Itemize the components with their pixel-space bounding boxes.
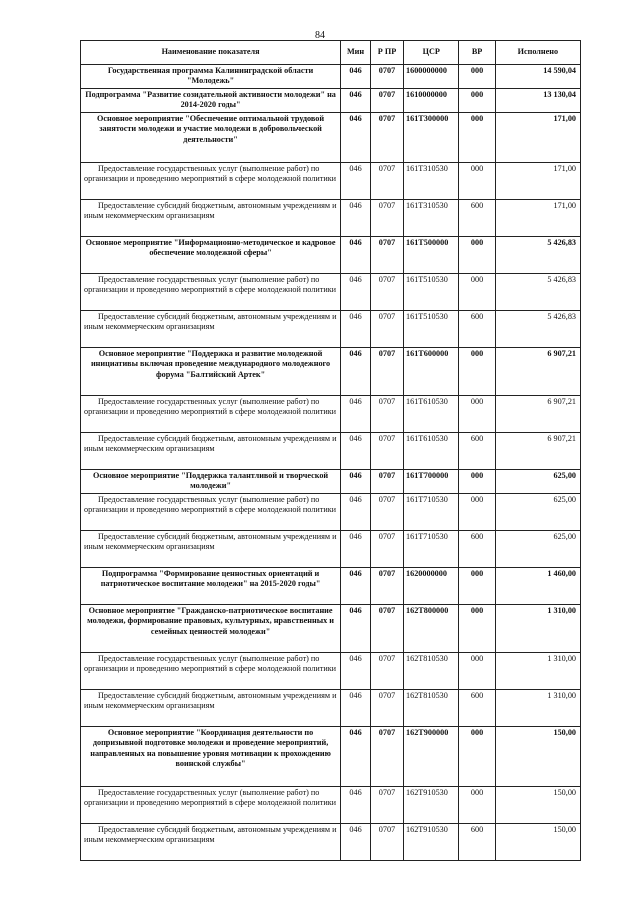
cell-name: Основное мероприятие "Поддержка талантливой и творческой молодежи" <box>81 470 341 494</box>
header-vr: ВР <box>459 41 495 65</box>
cell-name: Предоставление государственных услуг (выполнение работ) по организации и проведению мероприятий в сфере молодежной политики <box>81 163 341 200</box>
cell-rpr: 0707 <box>370 690 403 727</box>
cell-min: 046 <box>341 274 371 311</box>
header-rpr: Р ПР <box>370 41 403 65</box>
table-row-section <box>81 727 581 787</box>
cell-name: Предоставление субсидий бюджетным, автономным учреждениям и иным некоммерческим организациям <box>81 690 341 727</box>
table-row-section <box>81 348 581 396</box>
cell-name: Предоставление субсидий бюджетным, автономным учреждениям и иным некоммерческим организациям <box>81 433 341 470</box>
cell-min: 046 <box>341 65 371 89</box>
cell-vr: 000 <box>459 89 495 113</box>
cell-min: 046 <box>341 605 371 653</box>
cell-min: 046 <box>341 653 371 690</box>
cell-min: 046 <box>341 311 371 348</box>
cell-value: 6 907,21 <box>495 396 580 433</box>
cell-value: 150,00 <box>495 824 580 861</box>
cell-rpr: 0707 <box>370 653 403 690</box>
cell-csr: 161Т310530 <box>404 200 459 237</box>
cell-rpr: 0707 <box>370 494 403 531</box>
cell-value: 5 426,83 <box>495 237 580 274</box>
cell-rpr: 0707 <box>370 311 403 348</box>
cell-csr: 162Т900000 <box>404 727 459 787</box>
budget-execution-table <box>80 40 581 861</box>
table-row <box>81 433 581 470</box>
cell-value: 150,00 <box>495 787 580 824</box>
cell-vr: 000 <box>459 163 495 200</box>
cell-rpr: 0707 <box>370 531 403 568</box>
cell-csr: 1610000000 <box>404 89 459 113</box>
cell-vr: 000 <box>459 727 495 787</box>
cell-min: 046 <box>341 531 371 568</box>
cell-rpr: 0707 <box>370 237 403 274</box>
cell-rpr: 0707 <box>370 824 403 861</box>
cell-csr: 161Т510530 <box>404 274 459 311</box>
cell-rpr: 0707 <box>370 200 403 237</box>
table-header-row <box>81 41 581 65</box>
cell-rpr: 0707 <box>370 348 403 396</box>
cell-csr: 162Т910530 <box>404 824 459 861</box>
cell-value: 625,00 <box>495 470 580 494</box>
cell-csr: 161Т310530 <box>404 163 459 200</box>
cell-min: 046 <box>341 348 371 396</box>
cell-min: 046 <box>341 89 371 113</box>
cell-min: 046 <box>341 470 371 494</box>
cell-value: 5 426,83 <box>495 274 580 311</box>
cell-value: 625,00 <box>495 494 580 531</box>
cell-rpr: 0707 <box>370 89 403 113</box>
cell-value: 1 310,00 <box>495 653 580 690</box>
table-row <box>81 824 581 861</box>
cell-min: 046 <box>341 113 371 163</box>
cell-min: 046 <box>341 824 371 861</box>
cell-name: Основное мероприятие "Информационно-методическое и кадровое обеспечение молодежной сферы" <box>81 237 341 274</box>
cell-csr: 162Т910530 <box>404 787 459 824</box>
cell-vr: 600 <box>459 200 495 237</box>
cell-vr: 000 <box>459 113 495 163</box>
cell-min: 046 <box>341 237 371 274</box>
table-row-section <box>81 470 581 494</box>
cell-value: 6 907,21 <box>495 433 580 470</box>
table-row <box>81 531 581 568</box>
cell-csr: 162Т810530 <box>404 653 459 690</box>
cell-vr: 600 <box>459 690 495 727</box>
cell-min: 046 <box>341 568 371 605</box>
table-row <box>81 396 581 433</box>
cell-vr: 000 <box>459 470 495 494</box>
table-row-section <box>81 65 581 89</box>
cell-value: 1 310,00 <box>495 605 580 653</box>
cell-csr: 1600000000 <box>404 65 459 89</box>
cell-vr: 000 <box>459 787 495 824</box>
cell-name: Предоставление государственных услуг (выполнение работ) по организации и проведению мероприятий в сфере молодежной политики <box>81 274 341 311</box>
cell-min: 046 <box>341 433 371 470</box>
table-row-section <box>81 113 581 163</box>
cell-rpr: 0707 <box>370 727 403 787</box>
cell-csr: 161Т710530 <box>404 494 459 531</box>
cell-value: 13 130,04 <box>495 89 580 113</box>
cell-value: 14 590,04 <box>495 65 580 89</box>
cell-value: 625,00 <box>495 531 580 568</box>
cell-name: Предоставление государственных услуг (выполнение работ) по организации и проведению мероприятий в сфере молодежной политики <box>81 787 341 824</box>
cell-rpr: 0707 <box>370 605 403 653</box>
table-row <box>81 787 581 824</box>
cell-csr: 161Т510530 <box>404 311 459 348</box>
cell-name: Основное мероприятие "Гражданско-патриотическое воспитание молодежи, формирование правовых, культурных, нравственных и семейных ценностей молодежи" <box>81 605 341 653</box>
cell-vr: 600 <box>459 531 495 568</box>
cell-vr: 000 <box>459 494 495 531</box>
cell-csr: 162Т800000 <box>404 605 459 653</box>
table-row-section <box>81 568 581 605</box>
cell-name: Предоставление государственных услуг (выполнение работ) по организации и проведению мероприятий в сфере молодежной политики <box>81 396 341 433</box>
table-row <box>81 653 581 690</box>
table-row-section <box>81 89 581 113</box>
cell-csr: 161Т500000 <box>404 237 459 274</box>
table-row-section <box>81 605 581 653</box>
cell-rpr: 0707 <box>370 163 403 200</box>
cell-name: Предоставление субсидий бюджетным, автономным учреждениям и иным некоммерческим организациям <box>81 200 341 237</box>
header-csr: ЦСР <box>404 41 459 65</box>
cell-csr: 161Т700000 <box>404 470 459 494</box>
cell-value: 1 460,00 <box>495 568 580 605</box>
cell-csr: 161Т300000 <box>404 113 459 163</box>
cell-min: 046 <box>341 787 371 824</box>
cell-rpr: 0707 <box>370 274 403 311</box>
cell-csr: 161Т610530 <box>404 396 459 433</box>
cell-value: 171,00 <box>495 113 580 163</box>
cell-value: 150,00 <box>495 727 580 787</box>
table-row <box>81 200 581 237</box>
cell-csr: 162Т810530 <box>404 690 459 727</box>
cell-vr: 000 <box>459 568 495 605</box>
cell-min: 046 <box>341 163 371 200</box>
cell-rpr: 0707 <box>370 470 403 494</box>
cell-rpr: 0707 <box>370 396 403 433</box>
cell-rpr: 0707 <box>370 787 403 824</box>
cell-min: 046 <box>341 396 371 433</box>
page-number: 84 <box>315 30 325 41</box>
cell-rpr: 0707 <box>370 113 403 163</box>
table-row <box>81 163 581 200</box>
cell-name: Основное мероприятие "Поддержка и развитие молодежной инициативы включая проведение международного молодежного форума "Балтийский Артек" <box>81 348 341 396</box>
cell-name: Подпрограмма "Развитие созидательной активности молодежи" на 2014-2020 годы" <box>81 89 341 113</box>
cell-vr: 000 <box>459 605 495 653</box>
table-body <box>81 65 581 861</box>
cell-rpr: 0707 <box>370 65 403 89</box>
header-value: Исполнено <box>495 41 580 65</box>
cell-vr: 600 <box>459 433 495 470</box>
cell-name: Основное мероприятие "Координация деятельности по допризывной подготовке молодежи и проведение мероприятий, направленных на повышение уровня мотивации к прохождению воинской службы" <box>81 727 341 787</box>
header-min: Мин <box>341 41 371 65</box>
cell-rpr: 0707 <box>370 568 403 605</box>
cell-value: 5 426,83 <box>495 311 580 348</box>
table-row <box>81 690 581 727</box>
cell-name: Предоставление субсидий бюджетным, автономным учреждениям и иным некоммерческим организациям <box>81 824 341 861</box>
cell-name: Предоставление государственных услуг (выполнение работ) по организации и проведению мероприятий в сфере молодежной политики <box>81 494 341 531</box>
cell-min: 046 <box>341 727 371 787</box>
cell-vr: 600 <box>459 824 495 861</box>
cell-vr: 000 <box>459 653 495 690</box>
table-row <box>81 274 581 311</box>
cell-vr: 000 <box>459 65 495 89</box>
cell-csr: 161Т710530 <box>404 531 459 568</box>
table-row-section <box>81 237 581 274</box>
cell-vr: 000 <box>459 237 495 274</box>
cell-min: 046 <box>341 494 371 531</box>
header-name: Наименование показателя <box>81 41 341 65</box>
cell-csr: 1620000000 <box>404 568 459 605</box>
cell-name: Предоставление субсидий бюджетным, автономным учреждениям и иным некоммерческим организациям <box>81 311 341 348</box>
cell-vr: 600 <box>459 311 495 348</box>
cell-value: 1 310,00 <box>495 690 580 727</box>
cell-name: Основное мероприятие "Обеспечение оптимальной трудовой занятости молодежи и участие молодежи в добровольческой деятельности" <box>81 113 341 163</box>
cell-min: 046 <box>341 690 371 727</box>
cell-rpr: 0707 <box>370 433 403 470</box>
table-row <box>81 494 581 531</box>
cell-name: Предоставление государственных услуг (выполнение работ) по организации и проведению мероприятий в сфере молодежной политики <box>81 653 341 690</box>
cell-csr: 161Т610530 <box>404 433 459 470</box>
cell-name: Государственная программа Калининградской области "Молодежь" <box>81 65 341 89</box>
table-row <box>81 311 581 348</box>
cell-value: 6 907,21 <box>495 348 580 396</box>
cell-min: 046 <box>341 200 371 237</box>
cell-vr: 000 <box>459 396 495 433</box>
cell-name: Предоставление субсидий бюджетным, автономным учреждениям и иным некоммерческим организациям <box>81 531 341 568</box>
cell-name: Подпрограмма "Формирование ценностных ориентаций и патриотическое воспитание молодежи" на 2015-2020 годы" <box>81 568 341 605</box>
cell-value: 171,00 <box>495 200 580 237</box>
cell-vr: 000 <box>459 348 495 396</box>
cell-value: 171,00 <box>495 163 580 200</box>
cell-vr: 000 <box>459 274 495 311</box>
cell-csr: 161Т600000 <box>404 348 459 396</box>
